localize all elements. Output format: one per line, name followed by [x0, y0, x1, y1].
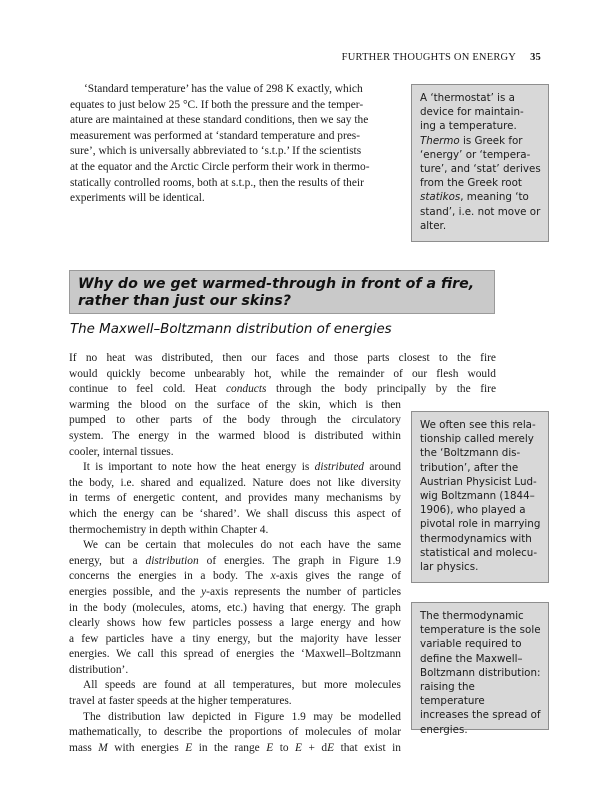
text-line: thermochemistry in depth within Chapter 4.: [69, 523, 269, 536]
text-line: energies. We call this spread of energies the ‘Maxwell–Boltzmann: [69, 648, 401, 661]
note-line: wig Boltzmann (1844–: [420, 490, 535, 503]
text-line: ature are maintained at these standard conditions, then we say the: [70, 114, 369, 127]
note-line: tionship called merely: [420, 433, 534, 446]
text-line: at the equator and the Arctic Circle perform their work in thermo-: [70, 160, 370, 173]
main-column-text: [69, 398, 401, 757]
subsection-heading: The Maxwell–Boltzmann distribution of energies: [70, 322, 392, 337]
note-line: pivotal role in marrying: [420, 518, 541, 531]
text-line: cooler, internal tissues.: [69, 445, 174, 458]
margin-note-temperature: [411, 602, 549, 736]
text-line: travel at faster speeds at the higher temperatures.: [69, 695, 292, 708]
note-line: thermodynamics with: [420, 532, 532, 545]
text-line: energy, but a distribution of energies. The graph in Figure 1.9: [69, 554, 401, 567]
text-line: The distribution law depicted in Figure 1.9 may be modelled: [83, 710, 401, 723]
note-line: device for maintain-: [420, 106, 524, 119]
paragraph-1-wide: [69, 351, 496, 398]
note-line: Boltzmann distribution:: [420, 666, 541, 679]
text-line: measurement was performed at ‘standard temperature and pres-: [70, 129, 361, 142]
note-line: The thermodynamic: [420, 610, 524, 622]
note-line: statikos, meaning ‘to: [420, 191, 529, 204]
text-line: clearly shows how few particles possess a large energy and how: [69, 617, 401, 630]
text-line: system. The energy in the warmed blood is distributed within: [69, 429, 401, 442]
text-line: in terms of energetic content, and provides many mechanisms by: [69, 492, 401, 505]
note-line: Thermo is Greek for: [420, 134, 523, 147]
note-line: ‘energy’ or ‘tempera-: [420, 148, 531, 161]
note-line: ing a temperature.: [420, 120, 517, 133]
note-line: We often see this rela-: [420, 419, 536, 431]
margin-note-thermostat: [411, 84, 549, 242]
text-line: would quickly become unbearably hot, while the remainder of our flesh would: [69, 367, 496, 380]
text-line: It is important to note how the heat energy is distributed around: [83, 461, 401, 474]
text-line: mass M with energies E in the range E to E + dE that exist in: [69, 741, 401, 754]
note-line: Austrian Physicist Lud-: [420, 475, 537, 488]
note-line: energies.: [420, 723, 468, 736]
text-line: energies possible, and the y-axis represents the number of particles: [69, 585, 401, 598]
text-line: in the body (molecules, atoms, etc.) having that energy. The graph: [69, 601, 401, 614]
note-line: define the Maxwell–: [420, 652, 523, 665]
text-line: concerns the energies in a body. The x-axis gives the range of: [69, 570, 401, 583]
note-line: from the Greek root: [420, 177, 522, 190]
text-line: sure’, which is universally abbreviated to ‘s.t.p.’ If the scientists: [70, 145, 362, 158]
text-line: warming the blood on the surface of the skin, which is then: [69, 398, 401, 411]
text-line: which the energy can be ‘shared’. We shall discuss this aspect of: [69, 507, 401, 520]
text-line: equates to just below 25 °C. If both the pressure and the temper-: [70, 98, 364, 111]
text-line: pumped to other parts of the body through the circulatory: [69, 414, 401, 427]
note-line: ture’, and ‘stat’ derives: [420, 163, 541, 176]
text-line: experiments will be identical.: [70, 192, 205, 205]
text-line: continue to feel cold. Heat conducts through the body principally by the fire: [69, 383, 496, 396]
note-line: the ‘Boltzmann dis-: [420, 447, 521, 460]
note-line: variable required to: [420, 638, 522, 651]
note-line: 1906), who played a: [420, 504, 526, 517]
note-line: tribution’, after the: [420, 461, 519, 474]
running-title: FURTHER THOUGHTS ON ENERGY: [341, 52, 517, 63]
text-line: ‘Standard temperature’ has the value of 298 K exactly, which: [84, 83, 363, 95]
note-line: alter.: [420, 219, 447, 232]
note-line: stand’, i.e. not move or: [420, 205, 541, 218]
text-line: distribution’.: [69, 663, 129, 676]
text-line: the body, i.e. shared and equalized. Nature does not like diversity: [69, 476, 401, 489]
text-line: a few particles have a tiny energy, but the majority have lesser: [69, 632, 401, 645]
section-heading: [69, 270, 495, 314]
text-line: mathematically, to describe the proportions of molecules of molar: [69, 726, 401, 739]
section-heading-line: Why do we get warmed-through in front of a fire,: [78, 276, 475, 292]
note-line: increases the spread of: [420, 709, 541, 722]
page-number: 35: [530, 52, 541, 63]
note-line: lar physics.: [420, 561, 479, 574]
text-line: We can be certain that molecules do not each have the same: [83, 539, 401, 552]
text-line: statically controlled rooms, both at s.t.p., then the results of their: [70, 176, 364, 189]
intro-paragraph: [70, 82, 402, 207]
text-line: All speeds are found at all temperatures, but more molecules: [83, 679, 401, 692]
note-line: statistical and molecu-: [420, 546, 538, 559]
running-header: [342, 52, 541, 63]
text-line: If no heat was distributed, then our faces and those parts closest to the fire: [69, 352, 496, 364]
note-line: raising the temperature: [420, 681, 485, 708]
margin-note-boltzmann: [411, 411, 549, 583]
note-line: temperature is the sole: [420, 624, 541, 637]
note-line: A ‘thermostat’ is a: [420, 92, 515, 104]
section-heading-line: rather than just our skins?: [78, 293, 291, 309]
